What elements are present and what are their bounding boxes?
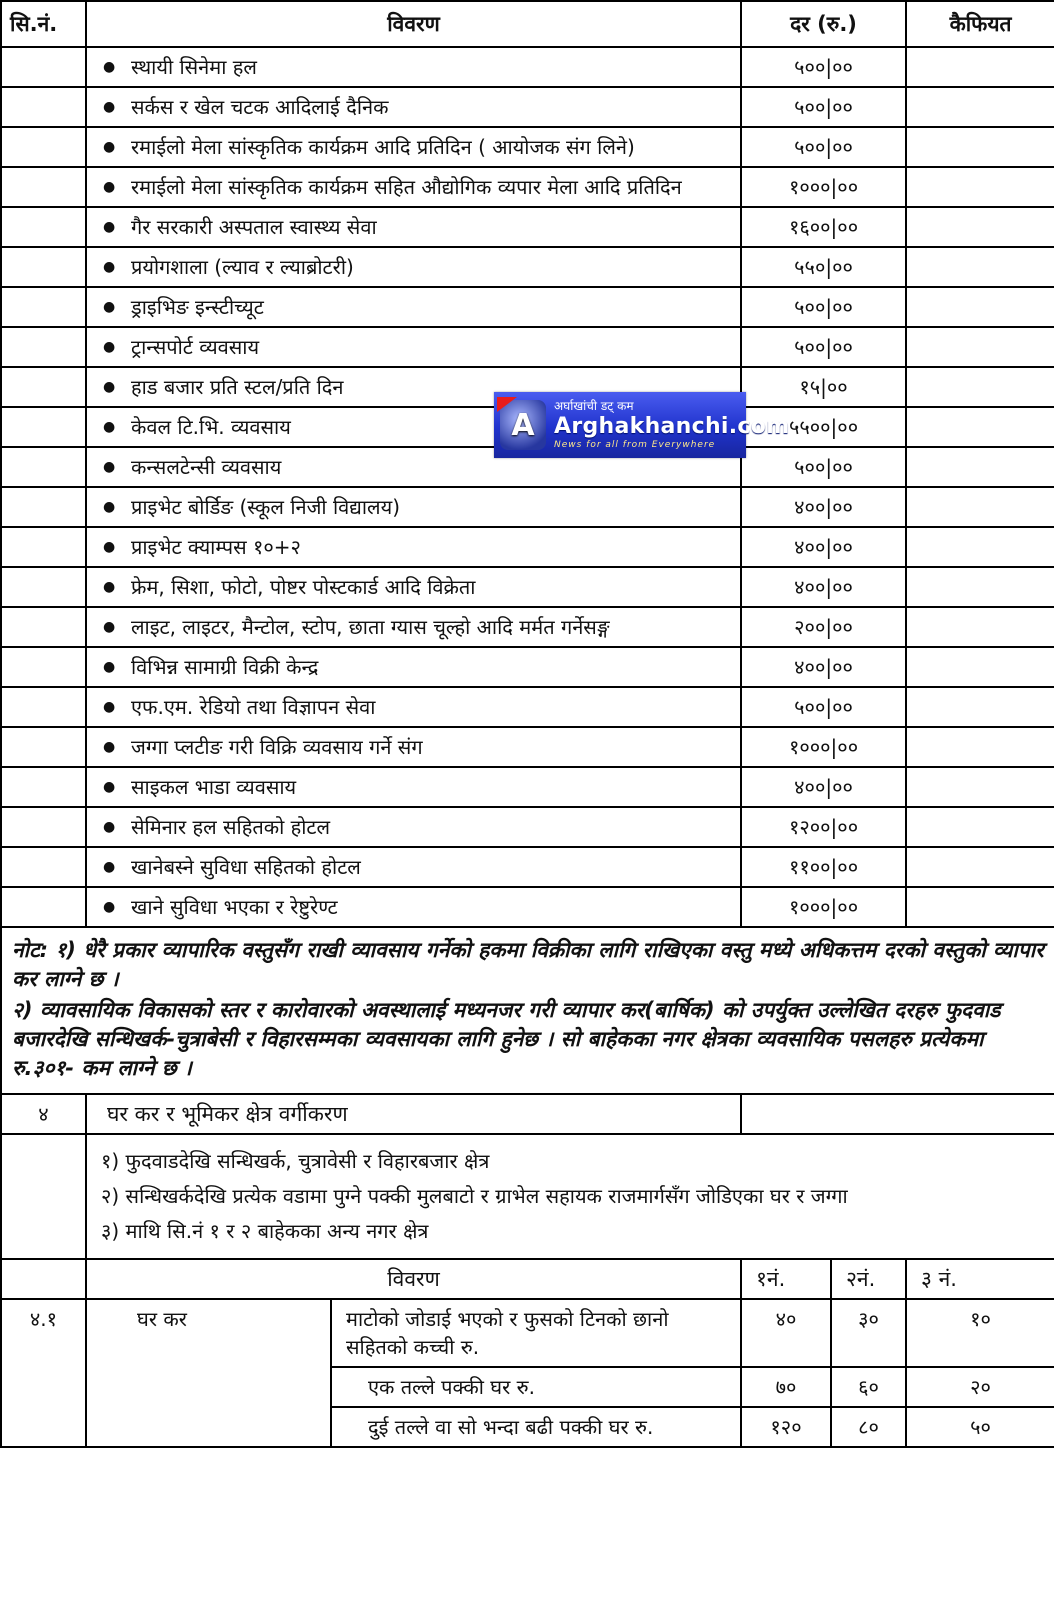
business-row: [1, 807, 1054, 847]
row-description: प्रयोगशाला (ल्याव र ल्याब्रोटरी): [131, 255, 354, 279]
logo-letter: A: [511, 407, 535, 443]
bullet-icon: ●: [103, 99, 116, 115]
row-serial-cell: [1, 687, 86, 727]
site-logo-icon: [500, 400, 546, 450]
row-description: फ्रेम, सिशा, फोटो, पोष्टर पोस्टकार्ड आदि विक्रेता: [131, 575, 476, 599]
row-description-cell: [86, 687, 741, 727]
row-description: साइकल भाडा व्यवसाय: [131, 775, 297, 799]
business-row: [1, 87, 1054, 127]
row-description: खानेबस्ने सुविधा सहितको होटल: [131, 855, 361, 879]
row-remarks-cell: [906, 47, 1054, 87]
row-rate-cell: ४००|००: [741, 767, 906, 807]
business-row: [1, 127, 1054, 167]
house-tax-zone2-rate: ६०: [831, 1367, 906, 1407]
house-tax-zone1-rate: ७०: [741, 1367, 831, 1407]
row-remarks-cell: [906, 87, 1054, 127]
row-description-cell: [86, 647, 741, 687]
row-remarks-cell: [906, 127, 1054, 167]
row-description: विभिन्न सामाग्री विक्री केन्द्र: [131, 655, 319, 679]
row-description: हाड बजार प्रति स्टल/प्रति दिन: [131, 375, 344, 399]
business-row: [1, 567, 1054, 607]
notes-block: [1, 927, 1054, 1094]
house-header-description: विवरण: [86, 1259, 741, 1299]
row-serial-cell: [1, 407, 86, 447]
row-remarks-cell: [906, 727, 1054, 767]
business-row: [1, 847, 1054, 887]
note-line-2: २) व्यावसायिक विकासको स्तर र कारोवारको अवस्थालाई मध्यनजर गरी व्यापार कर(बार्षिक) को उपर्युक्त उल्लेखित दरहरु फुदवाड बजारदेखि सन्धिखर्क-चुत्राबेसी र विहारसम्मका व्यवसायका लागि हुनेछ । सो बाहेकका नगर क्षेत्रका व्यवसायिक पसलहरु प्रत्येकमा रु.३०१- कम लाग्ने छ ।: [12, 998, 1001, 1080]
row-remarks-cell: [906, 687, 1054, 727]
bullet-icon: ●: [103, 779, 116, 795]
bullet-icon: ●: [103, 499, 116, 515]
row-description: रमाईलो मेला सांस्कृतिक कार्यक्रम सहित औद्योगिक व्यपार मेला आदि प्रतिदिन: [131, 175, 682, 199]
bullet-icon: ●: [103, 819, 116, 835]
row-remarks-cell: [906, 287, 1054, 327]
row-rate-cell: ४००|००: [741, 567, 906, 607]
row-rate-cell: ११००|००: [741, 847, 906, 887]
watermark-tagline-bottom: News for all from Everywhere: [554, 440, 716, 450]
row-description: प्राइभेट क्याम्पस १०+२: [131, 535, 301, 559]
row-serial-cell: [1, 887, 86, 927]
row-remarks-cell: [906, 607, 1054, 647]
row-description-cell: [86, 327, 741, 367]
row-rate-cell: ५००|००: [741, 287, 906, 327]
row-rate-cell: ४००|००: [741, 487, 906, 527]
row-serial-cell: [1, 487, 86, 527]
row-remarks-cell: [906, 207, 1054, 247]
row-rate-cell: ५००|००: [741, 127, 906, 167]
row-description-cell: [86, 487, 741, 527]
house-tax-zone3-rate: २०: [906, 1367, 1054, 1407]
row-description: प्राइभेट बोर्डिङ (स्कूल निजी विद्यालय): [131, 495, 401, 519]
row-remarks-cell: [906, 567, 1054, 607]
house-tax-category: घर कर: [86, 1299, 331, 1447]
zone-list: [86, 1134, 1054, 1259]
row-serial-cell: [1, 447, 86, 487]
house-tax-zone3-rate: १०: [906, 1299, 1054, 1367]
business-row: [1, 607, 1054, 647]
row-remarks-cell: [906, 847, 1054, 887]
business-row: [1, 207, 1054, 247]
watermark-text: [554, 399, 790, 451]
header-serial: सि.नं.: [1, 1, 86, 47]
row-rate-cell: २००|००: [741, 607, 906, 647]
house-tax-desc: एक तल्ले पक्की घर रु.: [331, 1367, 741, 1407]
row-rate-cell: १०००|००: [741, 167, 906, 207]
house-tax-desc: माटोको जोडाई भएको र फुसको टिनको छानो सहितको कच्ची रु.: [331, 1299, 741, 1367]
bullet-icon: ●: [103, 459, 116, 475]
row-rate-cell: ५००|००: [741, 87, 906, 127]
row-rate-cell: १२००|००: [741, 807, 906, 847]
row-rate-cell: १६००|००: [741, 207, 906, 247]
house-header-zone1: १नं.: [741, 1259, 831, 1299]
bullet-icon: ●: [103, 539, 116, 555]
section4-title: घर कर र भूमिकर क्षेत्र वर्गीकरण: [86, 1094, 741, 1134]
house-tax-row: [1, 1299, 1054, 1367]
bullet-icon: ●: [103, 699, 116, 715]
row-remarks-cell: [906, 767, 1054, 807]
row-description-cell: [86, 527, 741, 567]
bullet-icon: ●: [103, 59, 116, 75]
bullet-icon: ●: [103, 619, 116, 635]
business-row: [1, 47, 1054, 87]
row-description: कन्सलटेन्सी व्यवसाय: [131, 455, 282, 479]
row-remarks-cell: [906, 447, 1054, 487]
row-serial-cell: [1, 47, 86, 87]
house-tax-zone1-rate: १२०: [741, 1407, 831, 1447]
table-header-section: [1, 1, 1054, 47]
business-row: [1, 287, 1054, 327]
watermark-logo: [494, 392, 790, 458]
row-remarks-cell: [906, 167, 1054, 207]
row-description-cell: [86, 727, 741, 767]
business-row: [1, 647, 1054, 687]
house-tax-zone2-rate: ८०: [831, 1407, 906, 1447]
zone-item-3: ३) माथि सि.नं १ र २ बाहेकका अन्य नगर क्षेत्र: [101, 1219, 429, 1243]
house-tax-zone2-rate: ३०: [831, 1299, 906, 1367]
bullet-icon: ●: [103, 259, 116, 275]
watermark-tagline-top: अर्घाखांची डट् कम: [554, 399, 634, 413]
row-rate-cell: १०००|००: [741, 727, 906, 767]
row-remarks-cell: [906, 367, 1054, 407]
row-description: केवल टि.भि. व्यवसाय: [131, 415, 291, 439]
bullet-icon: ●: [103, 659, 116, 675]
business-row: [1, 327, 1054, 367]
bullet-icon: ●: [103, 739, 116, 755]
row-remarks-cell: [906, 527, 1054, 567]
row-description-cell: [86, 847, 741, 887]
bullet-icon: ●: [103, 179, 116, 195]
row-rate-cell: ४००|००: [741, 647, 906, 687]
header-remarks: कैफियत: [906, 1, 1054, 47]
row-description-cell: [86, 167, 741, 207]
bullet-icon: ●: [103, 339, 116, 355]
row-rate-cell: ४००|००: [741, 527, 906, 567]
business-row: [1, 727, 1054, 767]
row-description-cell: [86, 47, 741, 87]
section4-serial: ४: [1, 1094, 86, 1134]
row-description: सेमिनार हल सहितको होटल: [131, 815, 331, 839]
row-description-cell: [86, 207, 741, 247]
row-description-cell: [86, 287, 741, 327]
row-serial-cell: [1, 287, 86, 327]
flag-icon: [497, 397, 517, 412]
row-description-cell: [86, 87, 741, 127]
row-serial-cell: [1, 607, 86, 647]
row-rate-cell: ५००|००: [741, 447, 906, 487]
row-rate-cell: ५५००|००: [741, 407, 906, 447]
row-remarks-cell: [906, 327, 1054, 367]
row-serial-cell: [1, 847, 86, 887]
bullet-icon: ●: [103, 299, 116, 315]
row-serial-cell: [1, 87, 86, 127]
row-description-cell: [86, 127, 741, 167]
row-serial-cell: [1, 207, 86, 247]
house-header-zone2: २नं.: [831, 1259, 906, 1299]
row-remarks-cell: [906, 487, 1054, 527]
business-row: [1, 887, 1054, 927]
row-rate-cell: ५५०|००: [741, 247, 906, 287]
row-description: स्थायी सिनेमा हल: [131, 55, 257, 79]
row-serial-cell: [1, 527, 86, 567]
row-rate-cell: १५|००: [741, 367, 906, 407]
table-header-row: [1, 1, 1054, 47]
row-description: रमाईलो मेला सांस्कृतिक कार्यक्रम आदि प्रतिदिन ( आयोजक संग लिने): [131, 135, 635, 159]
house-header-empty: [1, 1259, 86, 1299]
business-row: [1, 247, 1054, 287]
zone-item-2: २) सन्धिखर्कदेखि प्रत्येक वडामा पुग्ने पक्की मुलबाटो र ग्राभेल सहायक राजमार्गसँग जोडिएका घर र जग्गा: [101, 1184, 848, 1208]
business-row: [1, 487, 1054, 527]
row-serial-cell: [1, 767, 86, 807]
row-rate-cell: ५००|००: [741, 47, 906, 87]
row-remarks-cell: [906, 407, 1054, 447]
row-serial-cell: [1, 727, 86, 767]
row-serial-cell: [1, 167, 86, 207]
bullet-icon: ●: [103, 419, 116, 435]
row-description-cell: [86, 807, 741, 847]
section4-title-row: [1, 1094, 1054, 1134]
row-description: ड्राइभिङ इन्स्टीच्यूट: [131, 295, 264, 319]
note-line-1: नोट: १) धेरै प्रकार व्यापारिक वस्तुसँग राखी व्यावसाय गर्नेको हकमा विक्रीका लागि राखिएका वस्तु मध्ये अधिकत्तम दरको वस्तुको व्यापार कर लाग्ने छ ।: [12, 938, 1044, 991]
zone-list-serial-cell: [1, 1134, 86, 1259]
row-serial-cell: [1, 567, 86, 607]
row-rate-cell: १०००|००: [741, 887, 906, 927]
zone-item-1: १) फुदवाडदेखि सन्धिखर्क, चुत्रावेसी र विहारबजार क्षेत्र: [101, 1149, 490, 1173]
house-tax-zone3-rate: ५०: [906, 1407, 1054, 1447]
row-description-cell: [86, 567, 741, 607]
row-remarks-cell: [906, 247, 1054, 287]
row-serial-cell: [1, 807, 86, 847]
row-serial-cell: [1, 247, 86, 287]
header-rate: दर (रु.): [741, 1, 906, 47]
row-description: गैर सरकारी अस्पताल स्वास्थ्य सेवा: [131, 215, 377, 239]
zone-list-row: [1, 1134, 1054, 1259]
house-table-header-row: [1, 1259, 1054, 1299]
house-header-zone3: ३ नं.: [906, 1259, 1054, 1299]
house-tax-zone1-rate: ४०: [741, 1299, 831, 1367]
row-description: खाने सुविधा भएका र रेष्टुरेण्ट: [131, 895, 338, 919]
house-tax-desc: दुई तल्ले वा सो भन्दा बढी पक्की घर रु.: [331, 1407, 741, 1447]
watermark-site-name: Arghakhanchi.com: [554, 414, 790, 439]
row-description: सर्कस र खेल चटक आदिलाई दैनिक: [131, 95, 389, 119]
bullet-icon: ●: [103, 579, 116, 595]
business-row: [1, 527, 1054, 567]
row-description-cell: [86, 247, 741, 287]
row-serial-cell: [1, 327, 86, 367]
business-row: [1, 767, 1054, 807]
business-row: [1, 687, 1054, 727]
bullet-icon: ●: [103, 899, 116, 915]
row-description-cell: [86, 767, 741, 807]
bullet-icon: ●: [103, 219, 116, 235]
table-footer-section: [1, 927, 1054, 1447]
row-remarks-cell: [906, 887, 1054, 927]
row-serial-cell: [1, 127, 86, 167]
row-rate-cell: ५००|००: [741, 687, 906, 727]
house-tax-serial: ४.१: [1, 1299, 86, 1447]
business-row: [1, 167, 1054, 207]
row-serial-cell: [1, 367, 86, 407]
row-description-cell: [86, 607, 741, 647]
row-remarks-cell: [906, 647, 1054, 687]
row-remarks-cell: [906, 807, 1054, 847]
business-rows-section: [1, 47, 1054, 927]
row-description: जग्गा प्लटीङ गरी विक्रि व्यवसाय गर्ने संग: [131, 735, 423, 759]
bullet-icon: ●: [103, 139, 116, 155]
notes-row: [1, 927, 1054, 1094]
row-description: लाइट, लाइटर, मैन्टोल, स्टोप, छाता ग्यास चूल्हो आदि मर्मत गर्नेसङ्ग: [131, 615, 610, 639]
row-description: ट्रान्सपोर्ट व्यवसाय: [131, 335, 260, 359]
header-description: विवरण: [86, 1, 741, 47]
bullet-icon: ●: [103, 379, 116, 395]
section4-empty-cell: [741, 1094, 1054, 1134]
bullet-icon: ●: [103, 859, 116, 875]
row-rate-cell: ५००|००: [741, 327, 906, 367]
row-description: एफ.एम. रेडियो तथा विज्ञापन सेवा: [131, 695, 376, 719]
row-serial-cell: [1, 647, 86, 687]
row-description-cell: [86, 887, 741, 927]
